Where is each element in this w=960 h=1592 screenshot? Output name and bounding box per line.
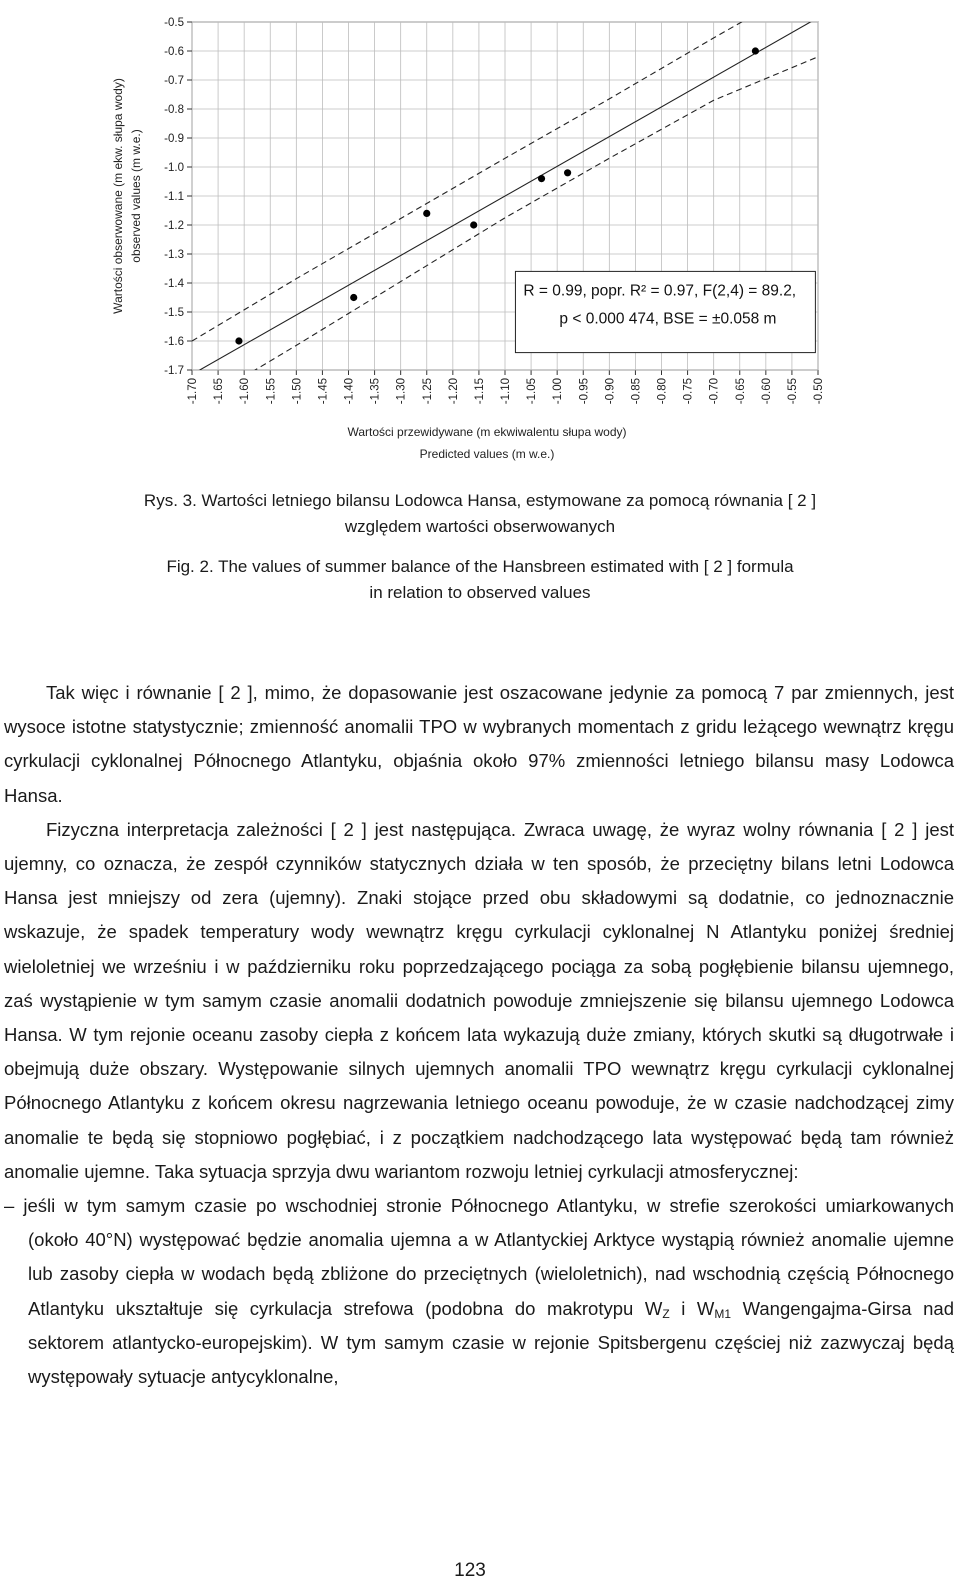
y-axis-label-pl: Wartości obserwowane (m ekw. słupa wody) (111, 78, 125, 314)
data-point (564, 169, 571, 176)
x-tick-label: -0.80 (656, 378, 669, 405)
x-tick-label: -1.70 (187, 378, 199, 405)
list-item-text-b: i W (669, 1297, 715, 1319)
list-item-1 (4, 1189, 954, 1394)
data-point (235, 337, 242, 344)
paragraph-2: Fizyczna interpretacja zależności [ 2 ] jest następująca. Zwraca uwagę, że wyraz wolny równania [ 2 ] jest ujemny, co oznacza, że zespół czynników statycznych działa w ten sposób, że przeciętny bilans letni Lodowca Hansa jest mniejszy od zera (ujemny). Znaki stojące przed obu składowymi są dodatnie, co jednoznacznie wskazuje, że spadek temperatury wody wewnątrz kręgu cyrkulacji cyklonalnej N Atlantyku poniżej średniej wieloletniej we wrześniu i w październiku roku poprzedzającego pociąga za sobą pogłębienie bilansu ujemnego, zaś wystąpienie w tym samym czasie anomalii dodatnich powoduje zmniejszenie się bilansu ujemnego Lodowca Hansa. W tym rejonie oceanu zasoby ciepła z końcem lata wykazują duże zmiany, których skutki są długotrwałe i obejmują duże obszary. Występowanie silnych ujemnych anomalii TPO wewnątrz kręgu cyrkulacji cyklonalnej Północnego Atlantyku z końcem okresu nagrzewania letniego oceanu powoduje, że w czasie nadchodzącej zimy anomalie te będą się stopniowo pogłębiać, i z początkiem nadchodzącego lata występować będą tam również anomalie ujemne. Taka sytuacja sprzyja dwu wariantom rozwoju letniej cyrkulacji atmosferycznej: (4, 818, 954, 1182)
caption-pl-line-1: Rys. 3. Wartości letniego bilansu Lodowca Hansa, estymowane za pomocą równania [ 2 ] (143, 491, 817, 510)
x-tick-label: -0.90 (604, 378, 617, 405)
y-tick-label: -0.7 (164, 75, 184, 87)
annotation-line-2: p < 0.000 474, BSE = ±0.058 m (559, 310, 777, 328)
caption-pl-line-2: względem wartości obserwowanych (344, 517, 616, 536)
subscript-z: Z (662, 1306, 670, 1321)
list-item-text-a: – jeśli w tym samym czasie po wschodniej stronie Północnego Atlantyku, w strefie szerokości umiarkowanych (około 40°N) występować będzie anomalia ujemna a w Atlantyckiej Arktyce wystąpią również anomalie ujemne lub zasoby ciepła w wodach będą zbliżone do przeciętnych (wieloletnich), nad wschodnią częścią Północnego Atlantyku ukształtuje się cyrkulacja strefowa (podobna do makrotypu W (4, 1195, 954, 1319)
x-tick-label: -1.65 (213, 378, 226, 405)
x-tick-label: -1.60 (239, 378, 252, 405)
scatter-chart (100, 8, 840, 478)
y-axis-label-en: observed values (m w.e.) (129, 129, 143, 263)
x-axis-label-pl: Wartości przewidywane (m ekwiwalentu słupa wody) (347, 425, 627, 439)
x-tick-label: -1.25 (421, 378, 434, 405)
x-tick-label: -1.20 (447, 378, 460, 405)
y-tick-label: -1.1 (164, 191, 184, 203)
data-point (470, 221, 477, 228)
x-tick-label: -1.40 (343, 378, 356, 405)
x-tick-label: -1.35 (369, 378, 382, 405)
x-tick-label: -1.10 (500, 378, 512, 405)
y-tick-label: -1.3 (164, 249, 184, 261)
x-tick-label: -0.95 (578, 378, 591, 405)
x-tick-label: -0.65 (734, 378, 747, 405)
x-tick-label: -0.75 (682, 378, 695, 405)
x-tick-label: -1.30 (395, 378, 408, 405)
data-point (350, 294, 357, 301)
data-point (752, 47, 759, 54)
subscript-m1: M1 (714, 1306, 732, 1321)
annotation-line-1: R = 0.99, popr. R² = 0.97, F(2,4) = 89.2, (523, 282, 797, 300)
y-tick-label: -0.9 (164, 133, 184, 145)
figure (100, 8, 840, 478)
y-tick-label: -1.0 (164, 162, 184, 174)
page-number: 123 (454, 1560, 486, 1581)
x-tick-label: -0.50 (813, 378, 825, 405)
x-tick-label: -1.00 (552, 378, 565, 405)
list-item-text-c: Wangengajma-Girsa nad sektorem atlantycko-europejskim). W tym samym czasie w rejonie Spitsbergenu częściej niż zazwyczaj będą występowały sytuacje antycyklonalne, (28, 1297, 954, 1388)
x-tick-label: -1.05 (526, 378, 539, 405)
x-tick-label: -1.45 (317, 378, 330, 405)
y-tick-label: -1.4 (164, 278, 184, 290)
x-tick-label: -1.55 (265, 378, 278, 405)
y-tick-label: -1.6 (164, 336, 184, 348)
caption-pl (0, 488, 960, 540)
x-tick-label: -0.70 (708, 378, 721, 405)
x-tick-label: -1.15 (473, 378, 486, 405)
y-tick-label: -1.5 (164, 307, 184, 319)
caption-en-line-1: Fig. 2. The values of summer balance of the Hansbreen estimated with [ 2 ] formula (166, 557, 794, 576)
y-tick-label: -1.7 (164, 365, 184, 377)
y-tick-label: -0.5 (164, 17, 184, 29)
x-tick-label: -0.55 (786, 378, 799, 405)
caption-en (0, 554, 960, 606)
x-axis-label-en: Predicted values (m w.e.) (419, 447, 555, 461)
x-tick-label: -0.60 (760, 378, 773, 405)
x-tick-label: -0.85 (630, 378, 643, 405)
body-text (4, 676, 954, 1394)
y-tick-label: -1.2 (164, 220, 184, 232)
data-point (538, 175, 545, 182)
y-tick-label: -0.6 (164, 46, 184, 58)
caption-en-line-2: in relation to observed values (369, 583, 591, 602)
x-tick-label: -1.50 (291, 378, 304, 405)
data-point (423, 210, 430, 217)
paragraph-1: Tak więc i równanie [ 2 ], mimo, że dopasowanie jest oszacowane jedynie za pomocą 7 par zmiennych, jest wysoce istotne statystycznie; zmienność anomalii TPO w wybranych momentach z gridu leżącego wewnątrz kręgu cyrkulacji cyklonalnej Północnego Atlantyku, objaśnia około 97% zmienności letniego bilansu masy Lodowca Hansa. (4, 682, 954, 806)
y-tick-label: -0.8 (164, 104, 184, 116)
